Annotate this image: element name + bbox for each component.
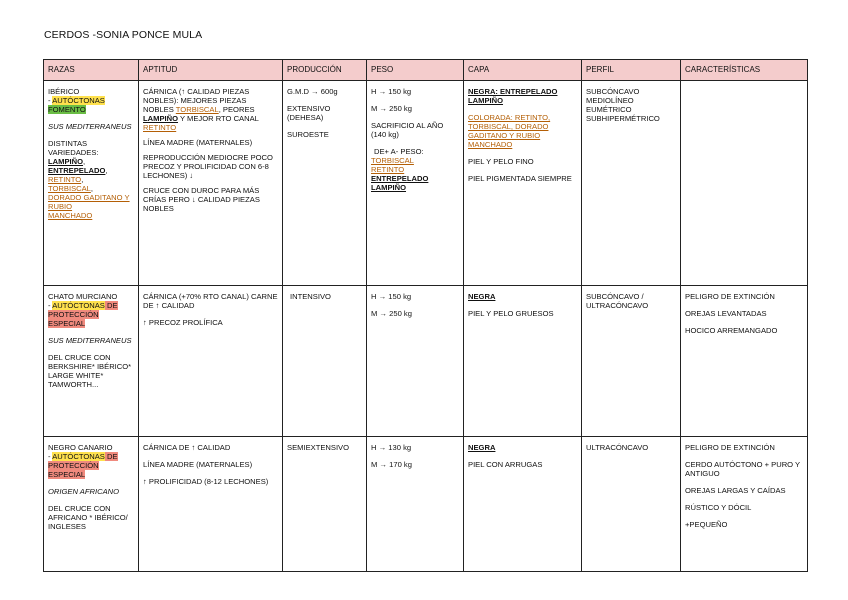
produccion-zona: SUROESTE [287, 130, 329, 139]
peso-torbiscal: TORBISCAL [371, 156, 414, 165]
tag-autoctonas: AUTÓCTONAS [52, 301, 105, 310]
breed-dash: - [48, 301, 53, 310]
aptitud-precoz: ↑ PRECOZ PROLÍFICA [143, 318, 223, 327]
cell-aptitud [139, 81, 283, 286]
breeds-table [43, 59, 808, 572]
variety-retinto: RETINTO [48, 175, 82, 184]
caracteristica-extincion: PELIGRO DE EXTINCIÓN [685, 443, 775, 452]
caracteristica-hocico: HOCICO ARREMANGADO [685, 326, 778, 335]
perfil-text: SUBCÓNCAVO MEDIOLÍNEO EUMÉTRICO SUBHIPERMÉTRICO [586, 87, 660, 123]
capa-negra: NEGRA [468, 443, 496, 452]
header-capa: CAPA [464, 60, 582, 81]
cell-produccion [283, 286, 367, 437]
cell-perfil [582, 81, 681, 286]
variety-entrepelado: ENTREPELADO [48, 166, 106, 175]
peso-sacrificio: SACRIFICIO AL AÑO (140 kg) [371, 121, 444, 139]
breed-dash: - [48, 452, 53, 461]
cell-peso [367, 437, 464, 572]
species-label: SUS MEDITERRANEUS [48, 336, 132, 345]
variety-lampino: LAMPIÑO [48, 157, 84, 166]
aptitud-lampino: LAMPIÑO [143, 114, 179, 123]
breed-cross: DEL CRUCE CON BERKSHIRE* IBÉRICO* LARGE WHITE* TAMWORTH... [48, 353, 132, 389]
produccion-gmd: G.M.D → 600g [287, 87, 338, 96]
cell-capa [464, 81, 582, 286]
aptitud-prolificidad: ↑ PROLIFICIDAD (8-12 LECHONES) [143, 477, 269, 486]
capa-negra: NEGRA: ENTREPELADO LAMPIÑO [468, 87, 558, 105]
peso-entrepelado: ENTREPELADO [371, 174, 429, 183]
header-aptitud: APTITUD [139, 60, 283, 81]
cell-perfil [582, 286, 681, 437]
peso-macho: M → 250 kg [371, 104, 412, 113]
tag-proteccion-especial: PROTECCIÓN ESPECIAL [48, 461, 99, 479]
breed-name: IBÉRICO [48, 87, 80, 96]
document-title: CERDOS -SONIA PONCE MULA [44, 29, 203, 41]
cell-perfil [582, 437, 681, 572]
produccion-sistema: INTENSIVO [290, 292, 331, 301]
species-label: SUS MEDITERRANEUS [48, 122, 132, 131]
cell-caracteristicas [681, 437, 808, 572]
cell-produccion [283, 81, 367, 286]
tag-autoctonas: AUTÓCTONAS [52, 96, 105, 105]
perfil-text: SUBCÓNCAVO / ULTRACÓNCAVO [586, 292, 649, 310]
cell-capa [464, 286, 582, 437]
peso-hembra: H → 150 kg [371, 292, 412, 301]
produccion-sistema: EXTENSIVO (DEHESA) [287, 104, 331, 122]
variety-torbiscal: TORBISCAL [48, 184, 91, 193]
header-perfil: PERFIL [582, 60, 681, 81]
aptitud-text: CÁRNICA (↑ CALIDAD PIEZAS NOBLES): MEJORES PIEZAS NOBLES [143, 87, 250, 114]
capa-piel: PIEL CON ARRUGAS [468, 460, 543, 469]
cell-capa [464, 437, 582, 572]
varieties-intro: DISTINTAS VARIEDADES: [48, 139, 99, 157]
table-row [44, 81, 808, 286]
table-row [44, 286, 808, 437]
tag-fomento: FOMENTO [48, 105, 86, 114]
perfil-text: ULTRACÓNCAVO [586, 443, 649, 452]
aptitud-torbiscal: TORBISCAL [175, 105, 219, 114]
cell-caracteristicas [681, 286, 808, 437]
caracteristica-autoctono: CERDO AUTÓCTONO + PURO Y ANTIGUO [685, 460, 800, 478]
cell-razas [44, 81, 139, 286]
aptitud-cruce: CRUCE CON DUROC PARA MÁS CRÍAS PERO ↓ CALIDAD PIEZAS NOBLES [143, 186, 260, 213]
table-row [44, 437, 808, 572]
tag-proteccion-especial: PROTECCIÓN ESPECIAL [48, 310, 99, 328]
aptitud-text: , PEORES [218, 105, 255, 114]
cell-caracteristicas [681, 81, 808, 286]
capa-colorada: COLORADA: RETINTO, TORBISCAL, DORADO GADITANO Y RUBIO MANCHADO [468, 113, 551, 149]
aptitud-linea-madre: LÍNEA MADRE (MATERNALES) [143, 138, 253, 147]
origin-label: ORIGEN AFRICANO [48, 487, 120, 496]
peso-orden-intro: DE+ A- PESO: [374, 147, 424, 156]
caracteristica-orejas: OREJAS LARGAS Y CAÍDAS [685, 486, 786, 495]
cell-aptitud [139, 437, 283, 572]
cell-razas [44, 437, 139, 572]
breed-name: NEGRO CANARIO [48, 443, 113, 452]
cell-produccion [283, 437, 367, 572]
cell-peso [367, 81, 464, 286]
header-razas: RAZAS [44, 60, 139, 81]
peso-hembra: H → 150 kg [371, 87, 412, 96]
peso-macho: M → 250 kg [371, 309, 412, 318]
peso-macho: M → 170 kg [371, 460, 412, 469]
variety-manchado: MANCHADO [48, 211, 93, 220]
peso-retinto: RETINTO [371, 165, 405, 174]
separator: , [105, 166, 108, 175]
produccion-sistema: SEMIEXTENSIVO [287, 443, 350, 452]
caracteristica-rustico: RÚSTICO Y DÓCIL [685, 503, 752, 512]
breed-cross: DEL CRUCE CON AFRICANO * IBÉRICO/ INGLESES [48, 504, 128, 531]
cell-peso [367, 286, 464, 437]
separator: , [83, 157, 86, 166]
table-header-row [44, 60, 808, 81]
tag-de: DE [104, 301, 118, 310]
aptitud-carnica: CÁRNICA DE ↑ CALIDAD [143, 443, 231, 452]
capa-negra: NEGRA [468, 292, 496, 301]
aptitud-reproduccion: REPRODUCCIÓN MEDIOCRE POCO PRECOZ Y PROLIFICIDAD CON 6-8 LECHONES) ↓ [143, 153, 273, 180]
tag-autoctonas: AUTÓCTONAS [52, 452, 105, 461]
capa-piel: PIEL Y PELO FINO [468, 157, 534, 166]
capa-pigmentada: PIEL PIGMENTADA SIEMPRE [468, 174, 572, 183]
aptitud-text: Y MEJOR RTO CANAL [178, 114, 259, 123]
caracteristica-orejas: OREJAS LEVANTADAS [685, 309, 767, 318]
peso-hembra: H → 130 kg [371, 443, 412, 452]
header-caracteristicas: CARACTERÍSTICAS [681, 60, 808, 81]
breed-name: CHATO MURCIANO [48, 292, 118, 301]
caracteristica-pequeno: +PEQUEÑO [685, 520, 728, 529]
cell-aptitud [139, 286, 283, 437]
header-peso: PESO [367, 60, 464, 81]
tag-de: DE [104, 452, 118, 461]
separator: , [90, 184, 94, 193]
peso-lampino: LAMPIÑO [371, 183, 407, 192]
aptitud-retinto: RETINTO [143, 123, 177, 132]
separator: , [81, 175, 84, 184]
header-produccion: PRODUCCIÓN [283, 60, 367, 81]
caracteristica-extincion: PELIGRO DE EXTINCIÓN [685, 292, 775, 301]
breed-dash: - [48, 96, 53, 105]
aptitud-linea-madre: LÍNEA MADRE (MATERNALES) [143, 460, 253, 469]
capa-piel: PIEL Y PELO GRUESOS [468, 309, 554, 318]
variety-dorado-gaditano-rubio: DORADO GADITANO Y RUBIO [48, 193, 130, 211]
cell-razas [44, 286, 139, 437]
aptitud-carnica: CÁRNICA (+70% RTO CANAL) CARNE DE ↑ CALIDAD [143, 292, 278, 310]
